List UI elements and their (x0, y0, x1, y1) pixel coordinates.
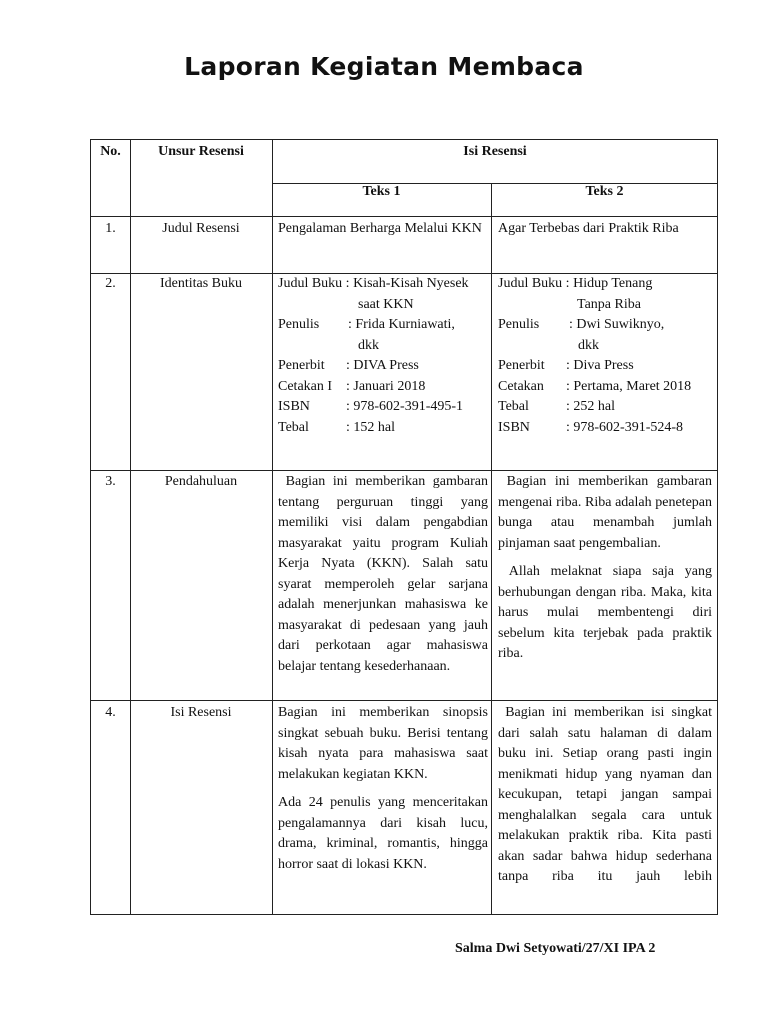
field-label: Judul Buku : (278, 276, 354, 291)
field-value: : 978-602-391-524-8 (566, 419, 684, 435)
field-label: Penerbit (498, 358, 545, 373)
header-teks1: Teks 1 (362, 184, 401, 199)
header-no: No. (100, 144, 121, 159)
field-value: dkk (358, 337, 379, 353)
header-unsur: Unsur Resensi (158, 144, 244, 159)
field-value: : Frida Kurniawati, (348, 317, 455, 332)
field-value: : Januari 2018 (346, 378, 426, 394)
paragraph: Bagian ini memberikan sinopsis singkat sebuah buku. Berisi tentang kisah nyata para mahasiswa saat melakukan kegiatan KKN. (278, 705, 488, 782)
paragraph: Allah melaknat siapa saja yang berhubungan dengan riba. Maka, kita harus mulai membentengi diri sebelum kita terjebak pada praktik riba. (498, 564, 716, 661)
field-value: : DIVA Press (346, 358, 419, 373)
row-label: Pendahuluan (164, 474, 238, 489)
paragraph: Bagian ini memberikan gambaran mengenai riba. Riba adalah penetepan bunga atau menambah jumlah pinjaman saat pengembalian. (498, 474, 716, 551)
field-value: Hidup Tenang (573, 276, 653, 291)
field-value: : 152 hal (346, 419, 395, 435)
teks2-identity (498, 274, 716, 438)
field-value: : 978-602-391-495-1 (346, 399, 464, 414)
field-label: Penulis (498, 317, 540, 332)
teks1-cell: Bagian ini memberikan gambaran tentang perguruan tinggi yang memiliki visi dalam pengabdian masyarakat yaitu program Kuliah Kerja Nyata (KKN). Salah satu syarat memperoleh gelar sarjana adalah menerjunkan mahasiswa ke masyarakat di pedesaan yang jauh dari perkotaan agar mahasiswa belajar tentang kesederhanaan. (278, 474, 492, 674)
field-label: Tebal (498, 399, 529, 414)
paragraph: Ada 24 penulis yang menceritakan pengalamannya dari kisah lucu, drama, kriminal, romantis, hingga horror saat di lokasi KKN. (278, 795, 488, 872)
field-label: Cetakan (498, 378, 544, 394)
field-value: : Dwi Suwiknyo, (569, 317, 665, 332)
row-label: Identitas Buku (159, 276, 243, 291)
page-title: Laporan Kegiatan Membaca (184, 52, 584, 81)
field-value: Kisah-Kisah Nyesek (353, 276, 469, 291)
field-label: ISBN (498, 419, 530, 435)
field-label: Penulis (278, 317, 320, 332)
author-footer: Salma Dwi Setyowati/27/XI IPA 2 (455, 941, 656, 956)
resensi-table (90, 139, 718, 915)
field-value: saat KKN (358, 296, 414, 312)
teks2-cell (498, 472, 716, 665)
field-label: ISBN (278, 399, 310, 414)
field-value: dkk (578, 337, 599, 353)
field-value: : Pertama, Maret 2018 (566, 378, 692, 394)
header-teks2: Teks 2 (585, 184, 624, 199)
row-number: 4. (105, 705, 116, 720)
row-number: 1. (105, 221, 116, 236)
header-isi: Isi Resensi (463, 144, 527, 159)
teks2-cell: Bagian ini memberikan isi singkat dari salah satu halaman di dalam buku ini. Setiap orang pasti ingin menikmati hidup yang nyaman dan kecukupan, tetapi jangan sampai menghalalkan segala cara untuk melakukan praktik riba. Kita pasti akan sadar bahwa hidup sederhana tanpa riba itu jauh lebih (498, 705, 716, 884)
column-divider (272, 140, 273, 914)
row-label: Isi Resensi (170, 705, 232, 720)
row-divider (91, 470, 717, 471)
teks1-identity (278, 274, 488, 438)
row-divider (91, 700, 717, 701)
field-value: Tanpa Riba (577, 296, 641, 312)
row-number: 3. (105, 474, 116, 489)
row-divider (91, 216, 717, 217)
teks2-cell: Agar Terbebas dari Praktik Riba (498, 221, 679, 236)
teks1-cell: Pengalaman Berharga Melalui KKN (278, 221, 482, 236)
field-label: Cetakan I (278, 378, 333, 394)
field-label: Penerbit (278, 358, 325, 373)
teks1-cell (278, 703, 488, 875)
field-value: : Diva Press (566, 358, 634, 373)
field-label: Judul Buku : (498, 276, 574, 291)
field-value: : 252 hal (566, 399, 615, 414)
field-label: Tebal (278, 419, 309, 435)
column-divider (130, 140, 131, 914)
row-number: 2. (105, 276, 116, 291)
row-label: Judul Resensi (162, 221, 240, 236)
